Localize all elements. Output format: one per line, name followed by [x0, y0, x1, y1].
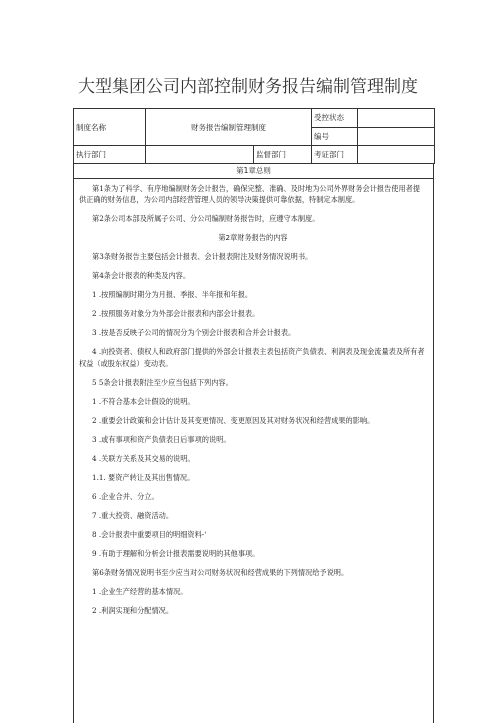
clause-paragraph: 第2条公司本部及所属子公司、分公司编制财务报告时，应遵守本制度。: [92, 214, 320, 224]
meta-table: [73, 108, 435, 164]
chapter-heading: 第2章财务报告的内容: [218, 233, 288, 243]
document-body: [73, 179, 434, 723]
system-name-value: 财务报告编制管理制度: [146, 109, 312, 146]
document-title: 大型集团公司内部控制财务报告编制管理制度: [78, 77, 418, 97]
clause-paragraph: 4 .向投资者、债权人和政府部门提供的外部会计报表主表包括资产负债表、利润表及现金流量表及所有者权益（或股东权益）变动表。: [79, 347, 425, 368]
system-name-label: 制度名称: [74, 109, 146, 146]
clause-paragraph: 1 .企业生产经营的基本情况。: [92, 586, 188, 596]
clause-paragraph: 4 .关联方关系及其交易的说明。: [92, 453, 195, 463]
clause-paragraph: 9 .有助于理解和分析会计报表需要说明的其他事项。: [92, 548, 260, 558]
exec-dept-label: 执行部门: [74, 146, 146, 164]
clause-paragraph: 3 .或有事项和资产负债表日后事项的说明。: [92, 434, 231, 444]
exec-dept-value[interactable]: [146, 146, 254, 164]
supervise-dept-label: 监督部门: [254, 146, 312, 164]
clause-paragraph: 第3条财务报告主要包括会计报表、会计报表附注及财务情况说明书。: [92, 252, 313, 262]
clause-paragraph: 2 .重要会计政策和会计估计及其变更情况、变更原因及其对财务状况和经营成果的影响。: [92, 415, 375, 425]
chapter1-heading: 第1章总则: [73, 164, 434, 179]
regulation-form: [73, 108, 434, 708]
clause-paragraph: 2 .利润实现和分配情况。: [92, 605, 174, 615]
clause-paragraph: 1 .按照编制时期分为月报、季报、半年报和年报。: [92, 290, 253, 300]
clause-paragraph: 第4条会计报表的种类及内容。: [92, 271, 191, 281]
clause-paragraph: 5 5条会计报表附注至少应当包括下列内容。: [92, 377, 233, 387]
clause-paragraph: 8 .会计报表中重要项目的明细资料-': [92, 529, 207, 539]
status-label: 受控状态: [312, 109, 358, 128]
number-label: 编号: [312, 127, 358, 146]
status-value[interactable]: [358, 109, 435, 128]
clause-paragraph: 第6条财务情况说明书至少应当对公司财务状况和经营成果的下列情况给予说明。: [92, 567, 349, 577]
clause-paragraph: 6 .企业合并、分立。: [92, 491, 159, 501]
clause-paragraph: 7 .重大投资、融资活动。: [92, 510, 174, 520]
clause-paragraph: 3 .按是否反映子公司的情况分为个别会计报表和合并会计报表。: [92, 328, 296, 338]
number-value[interactable]: [358, 127, 435, 146]
clause-paragraph: 2 .按照服务对象分为外部会计报表和内部会计报表。: [92, 309, 260, 319]
clause-paragraph: 1 .不符合基本会计假设的说明。: [92, 396, 195, 406]
cert-dept-value[interactable]: [358, 146, 435, 164]
clause-paragraph: 第1条为了科学、有序地编制财务会计报告，确保完整、准确、及时地为公司外界财务会计报告使用者提供正确的财务信息，为公司内部经营管理人员的领导决策提供可靠依据，特制定本制度。: [79, 184, 421, 205]
cert-dept-label: 考证部门: [312, 146, 358, 164]
clause-paragraph: 1.1. 要资产转让及其出售情况。: [92, 472, 195, 482]
